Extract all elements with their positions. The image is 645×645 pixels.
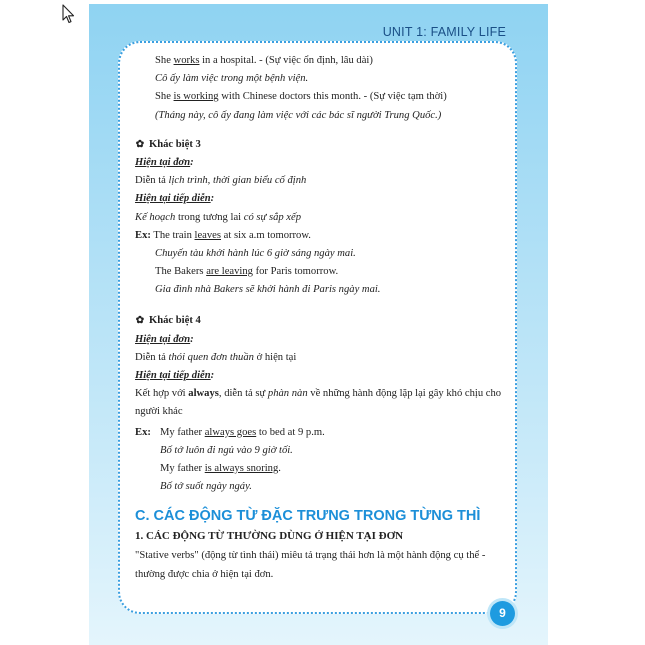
simple-present-label: Hiện tại đơn: bbox=[135, 333, 194, 345]
example-line: My father is always snoring. bbox=[160, 462, 281, 474]
subsection-title: 1. CÁC ĐỘNG TỪ THƯỜNG DÙNG Ở HIỆN TẠI ĐƠN bbox=[135, 530, 404, 543]
present-continuous-label: Hiện tại tiếp diễn: bbox=[135, 370, 215, 381]
page-content bbox=[135, 52, 510, 584]
example-translation: Chuyến tàu khởi hành lúc 6 giờ sáng ngày mai. bbox=[155, 247, 356, 259]
mouse-pointer-icon bbox=[62, 4, 76, 24]
example-line: Ex: My father always goes to bed at 9 p.m. bbox=[135, 426, 325, 438]
simple-present-desc: Diễn tả lịch trình, thời gian biểu cố định bbox=[135, 175, 307, 187]
example-translation: Gia đình nhà Bakers sẽ khởi hành đi Paris ngày mai. bbox=[155, 284, 381, 296]
example-translation: (Tháng này, cô ấy đang làm việc với các bác sĩ người Trung Quốc.) bbox=[155, 109, 442, 121]
simple-present-label: Hiện tại đơn: bbox=[135, 156, 194, 168]
example-line: The Bakers are leaving for Paris tomorrow. bbox=[155, 266, 339, 278]
difference-4-heading: ✿ Khác biệt 4 bbox=[135, 312, 510, 330]
flower-bullet-icon: ✿ bbox=[135, 315, 145, 327]
unit-header: UNIT 1: FAMILY LIFE bbox=[382, 25, 506, 39]
example-line: She is working with Chinese doctors this month. - (Sự việc tạm thời) bbox=[155, 91, 447, 103]
section-body: "Stative verbs" (động từ tình thái) miêu tả trạng thái hơn là một hành động cụ thể - thường được chia ở hiện tại đơn. bbox=[135, 550, 486, 580]
present-continuous-desc: Kế hoạch trong tương lai có sự sắp xếp bbox=[135, 211, 302, 223]
section-c-title: C. CÁC ĐỘNG TỪ ĐẶC TRƯNG TRONG TỪNG THÌ bbox=[135, 508, 481, 525]
difference-3-heading: ✿ Khác biệt 3 bbox=[135, 136, 510, 154]
example-line: Ex: The train leaves at six a.m tomorrow. bbox=[135, 229, 311, 241]
page-number: 9 bbox=[490, 601, 515, 626]
example-line: She works in a hospital. - (Sự việc ổn định, lâu dài) bbox=[155, 55, 373, 66]
present-continuous-label: Hiện tại tiếp diễn: bbox=[135, 193, 215, 205]
present-continuous-desc: Kết hợp với always, diễn tả sự phàn nàn về những hành động lặp lại gây khó chịu cho người khác bbox=[135, 388, 502, 418]
flower-bullet-icon: ✿ bbox=[135, 138, 145, 150]
example-translation: Bố tớ suốt ngày ngáy. bbox=[160, 481, 252, 493]
example-translation: Bố tớ luôn đi ngủ vào 9 giờ tối. bbox=[160, 444, 293, 456]
example-translation: Cô ấy làm việc trong một bệnh viện. bbox=[155, 73, 309, 85]
simple-present-desc: Diễn tả thói quen đơn thuần ở hiện tại bbox=[135, 351, 297, 363]
